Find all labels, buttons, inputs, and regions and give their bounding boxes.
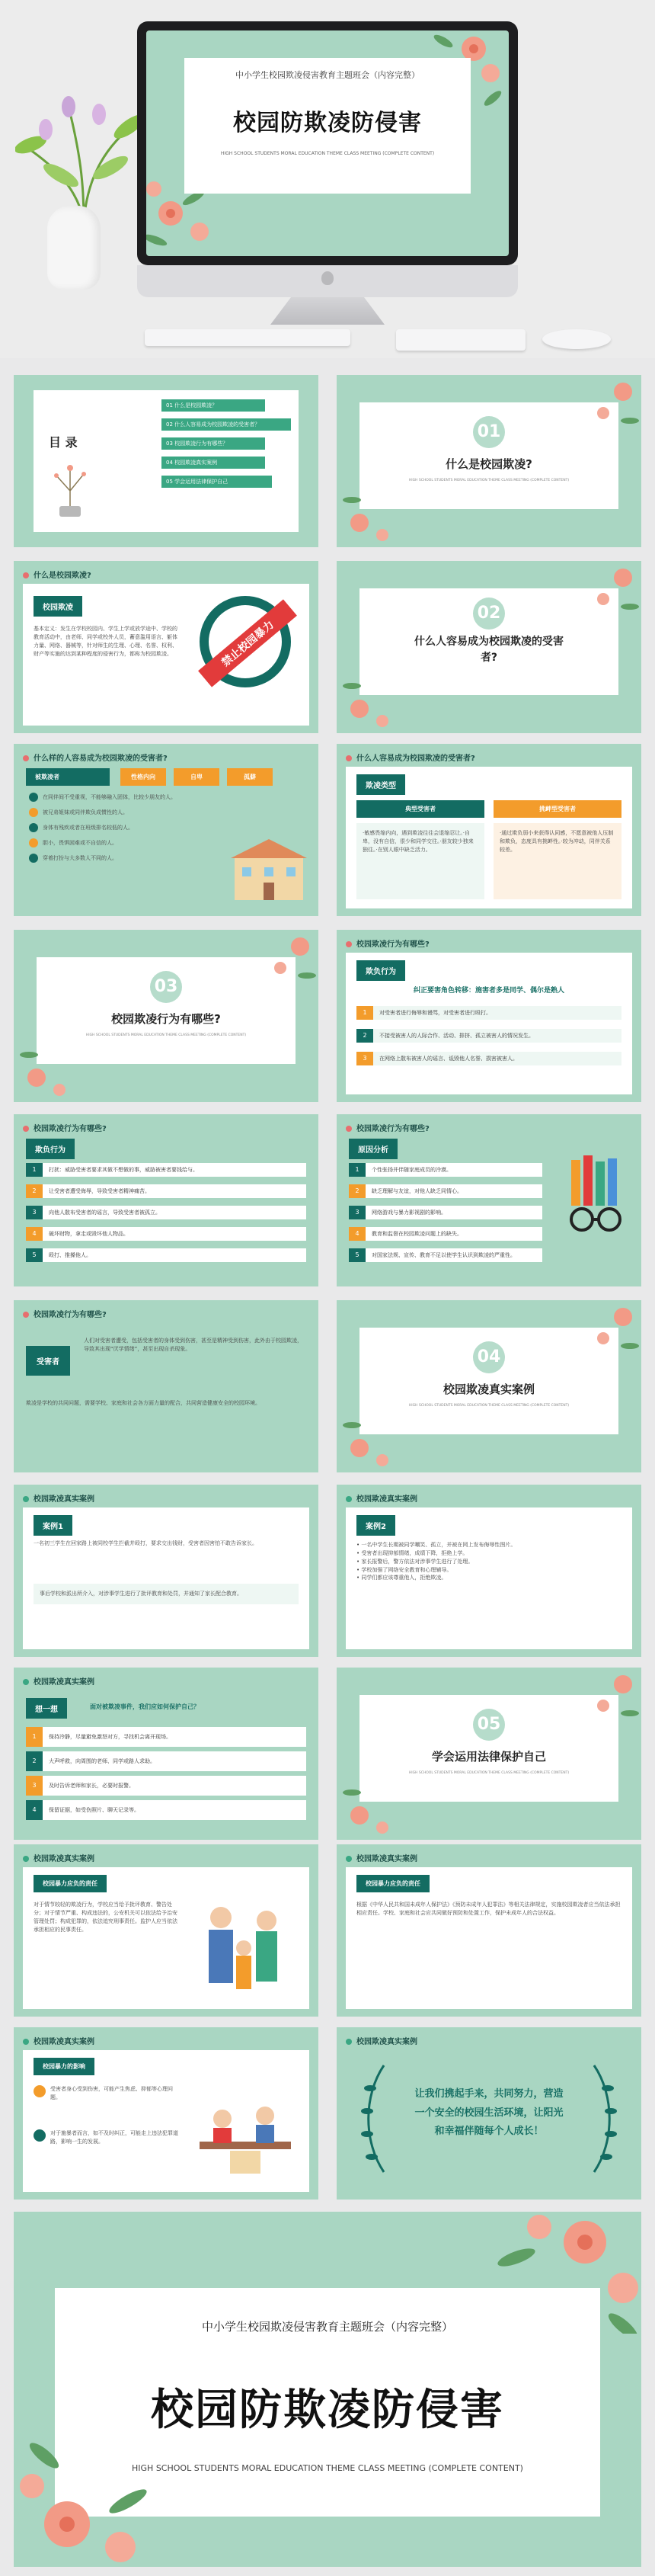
case-list xyxy=(356,1541,621,1582)
tag-label: 校园暴力的影响 xyxy=(34,2058,94,2075)
slide-toc xyxy=(14,375,318,547)
slide-case-2 xyxy=(337,1485,641,1657)
list-item: 身体有残疾或者在班级排名较低的人。 xyxy=(43,825,133,831)
laurel-left-icon xyxy=(359,2058,390,2180)
slide-impact xyxy=(14,2027,318,2200)
toc-list xyxy=(161,399,291,488)
section-title: 什么人容易成为校园欺凌的受害者? xyxy=(414,636,564,664)
toc-item[interactable]: 03 校园欺凌行为有哪些？ xyxy=(161,437,265,450)
slide-section-1 xyxy=(337,375,641,547)
section-en: HIGH SCHOOL STUDENTS MORAL EDUCATION THEME CLASS MEETING (COMPLETE CONTENT) xyxy=(408,1404,570,1408)
slide-victim-text xyxy=(14,1300,318,1472)
slide-header: 校园欺凌行为有哪些? xyxy=(346,937,430,949)
section-card xyxy=(359,1695,618,1802)
column-text: ·敏感畏缩内向，遇到欺凌往往会退缩忍让。·自卑，没有自信，很少和同学交往。·朋友较少独来独往。·在别人眼中缺乏活力。 xyxy=(356,823,484,899)
flower-decoration xyxy=(14,2440,196,2567)
content-card xyxy=(23,2050,309,2192)
list-row xyxy=(26,1776,306,1796)
row-number: 1 xyxy=(356,1006,373,1020)
toc-item[interactable]: 05 学会运用法律保护自己 xyxy=(161,476,272,488)
subtitle: 纠正要害角色转移：施害者多是同学、偶尔是熟人 xyxy=(413,987,564,995)
flower-decoration xyxy=(337,675,398,733)
slide-victims-2 xyxy=(337,744,641,916)
slide-case-1 xyxy=(14,1485,318,1657)
row-text: 网络游戏与暴力影视剧的影响。 xyxy=(372,1210,446,1216)
tag-label: 校园暴力应负的责任 xyxy=(34,1875,107,1892)
row-text: 教育和监督在校园欺凌问题上的缺失。 xyxy=(372,1231,462,1237)
toc-title: 目 录 xyxy=(49,435,78,450)
row-text: 对国家法规、宣传、教育不足以使学生认识到欺凌的严重性。 xyxy=(372,1252,516,1258)
section-en: HIGH SCHOOL STUDENTS MORAL EDUCATION THEME CLASS MEETING (COMPLETE CONTENT) xyxy=(408,479,570,482)
slide-self-protect xyxy=(14,1668,318,1840)
keyboard xyxy=(145,329,350,346)
section-card xyxy=(359,1328,618,1434)
row-text: 保留证据，如受伤照片、聊天记录等。 xyxy=(49,1807,139,1813)
list-row xyxy=(26,1227,306,1241)
row-text: 让受害者遭受侮辱，导致受害者精神痛苦。 xyxy=(49,1188,150,1194)
vase xyxy=(47,206,101,290)
section-title: 校园欺凌行为有哪些? xyxy=(111,1012,221,1026)
section-en: HIGH SCHOOL STUDENTS MORAL EDUCATION THEME CLASS MEETING (COMPLETE CONTENT) xyxy=(408,1771,570,1775)
tag-label: 被欺凌者 xyxy=(26,768,110,786)
slogan-line: 让我们携起手来，共同努力，营造 xyxy=(414,2088,564,2100)
slide-section-3 xyxy=(14,930,318,1102)
flower-decoration xyxy=(337,489,398,547)
row-number: 5 xyxy=(349,1248,366,1262)
row-text: 个性张扬并伴随家庭成员的冷漠。 xyxy=(372,1167,452,1173)
laurel-right-icon xyxy=(588,2058,618,2180)
section-en: HIGH SCHOOL STUDENTS MORAL EDUCATION THEME CLASS MEETING (COMPLETE CONTENT) xyxy=(85,1033,247,1037)
slide-final xyxy=(14,2212,641,2567)
final-subtitle: 中小学生校园欺凌侵害教育主题班会（内容完整） xyxy=(201,2320,453,2334)
final-title: 校园防欺凌防侵害 xyxy=(151,2385,504,2435)
stamp-label: 禁止校园暴力 xyxy=(198,599,297,687)
slide-slogan xyxy=(337,2027,641,2200)
list-row xyxy=(26,1184,306,1198)
row-number: 2 xyxy=(349,1184,366,1198)
section-number: 02 xyxy=(473,598,505,630)
row-number: 4 xyxy=(26,1800,43,1820)
list-row xyxy=(349,1227,542,1241)
slide-header: 校园欺凌真实案例 xyxy=(23,1492,94,1504)
list-item: • 学校加强了网络安全教育和心理辅导。 xyxy=(356,1566,452,1573)
row-text: 及时告诉老师和家长，必要时报警。 xyxy=(49,1783,134,1789)
monitor-stand xyxy=(270,297,385,325)
final-en: HIGH SCHOOL STUDENTS MORAL EDUCATION THEME CLASS MEETING (COMPLETE CONTENT) xyxy=(132,2463,523,2473)
tag-label: 欺负行为 xyxy=(26,1139,75,1159)
flower-decoration xyxy=(588,1668,641,1729)
list-row xyxy=(356,1029,621,1043)
list-row xyxy=(349,1163,542,1177)
row-number: 3 xyxy=(349,1206,366,1219)
list-item: 胆小，畏惧困难或不自信的人。 xyxy=(43,840,117,846)
hero-mockup xyxy=(0,0,655,358)
toc-item[interactable]: 01 什么是校园欺凌？ xyxy=(161,399,265,412)
slide-header: 什么人容易成为校园欺凌的受害者? xyxy=(346,751,475,763)
flower-decoration xyxy=(471,2212,641,2334)
list-item: • 家长报警后，警方依法对涉事学生进行了处理。 xyxy=(356,1558,474,1565)
slide-header: 什么样的人容易成为校园欺凌的受害者? xyxy=(23,751,168,763)
paragraph: 对于情节较轻的欺凌行为，学校应当给予批评教育、警告处分；对于情节严重、构成违法的，公安机关可以依法给予治安管理处罚；构成犯罪的，依法追究刑事责任。监护人应当依法承担相应的民事责任。 xyxy=(34,1902,177,1933)
content-card xyxy=(23,584,309,726)
slide-duty-1 xyxy=(14,1844,318,2017)
row-text: 打扰：威胁受害者要求其做不想做的事，威胁被害者要钱给与。 xyxy=(49,1167,198,1173)
flower-decoration xyxy=(337,1782,398,1840)
tab[interactable]: 性格内向 xyxy=(120,768,166,786)
slide-section-2 xyxy=(337,561,641,733)
section-title: 学会运用法律保护自己 xyxy=(431,1750,546,1764)
flower-decoration xyxy=(337,1415,398,1472)
flower-decoration xyxy=(265,930,318,991)
list-item: 被兄弟姐妹或同伴欺负成惯性的人。 xyxy=(43,809,128,815)
row-text: 不接受被害人的人际合作、活动、排挤、孤立被害人的情况发生。 xyxy=(379,1033,534,1039)
list-item: • 同学们都应该尊重他人，拒绝欺凌。 xyxy=(356,1575,447,1581)
hero-title: 校园防欺凌防侵害 xyxy=(233,110,422,136)
slide-header: 校园欺凌行为有哪些? xyxy=(23,1122,107,1133)
slide-header: 校园欺凌真实案例 xyxy=(346,2035,417,2046)
list-row xyxy=(26,1800,306,1820)
list-row xyxy=(26,1206,306,1219)
list-item: • 受害者出现抑郁情绪，成绩下降，拒绝上学。 xyxy=(356,1549,468,1556)
tag-label: 欺凌类型 xyxy=(356,774,405,795)
slide-section-4 xyxy=(337,1300,641,1472)
column-text: ·通过欺负弱小来获得认同感，不愿意被他人压制和欺负，态度具有挑衅性。·较为冲动，同伴关系较差。 xyxy=(494,823,621,899)
list-item: 对于施暴者而言，如不及时纠正，可能走上违法犯罪道路，影响一生的发展。 xyxy=(34,2129,178,2146)
slide-header: 校园欺凌行为有哪些? xyxy=(346,1122,430,1133)
tag-label: 受害者 xyxy=(26,1346,70,1376)
content-card xyxy=(346,1867,632,2009)
row-text: 破坏财物，拿走或毁坏他人物品。 xyxy=(49,1231,129,1237)
slide-header: 校园欺凌真实案例 xyxy=(346,1852,417,1863)
row-text: 殴打、推搡他人。 xyxy=(49,1252,91,1258)
list-row xyxy=(26,1163,306,1177)
toc-item[interactable]: 02 什么人容易成为校园欺凌的受害者？ xyxy=(161,418,291,431)
list-row xyxy=(26,1727,306,1747)
slogan-line: 一个安全的校园生活环境，让阳光 xyxy=(414,2107,564,2119)
list-item: 在同伴间不受重视，不能够融入团体，比较少朋友的人。 xyxy=(43,794,176,800)
tab[interactable]: 孤僻 xyxy=(227,768,273,786)
tag-label: 校园欺凌 xyxy=(34,596,82,617)
paragraph: 欺凌是学校的共同问题，需要学校、家庭和社会各方面力量的配合，共同营造健康安全的校园环境。 xyxy=(26,1400,260,1406)
question: 面对被欺凌事件，我们应如何保护自己？ xyxy=(90,1703,200,1710)
slogan-text xyxy=(398,2085,580,2142)
row-number: 4 xyxy=(26,1227,43,1241)
slide-behaviors-1 xyxy=(337,930,641,1102)
column-header: 挑衅型受害者 xyxy=(494,800,621,818)
row-number: 2 xyxy=(26,1751,43,1771)
flower-decoration xyxy=(588,561,641,622)
row-text: 对受害者进行侮辱和谩骂，对受害者进行殴打。 xyxy=(379,1010,491,1016)
title-card xyxy=(184,58,471,194)
row-number: 2 xyxy=(26,1184,43,1198)
list-row xyxy=(356,1006,621,1020)
flower-decoration xyxy=(588,375,641,436)
paragraph: 事后学校和派出所介入，对涉事学生进行了批评教育和处罚，并通知了家长配合教育。 xyxy=(34,1584,299,1604)
section-number: 05 xyxy=(473,1709,505,1741)
victim-list xyxy=(29,793,219,863)
flower-decoration xyxy=(588,1300,641,1361)
list-row xyxy=(26,1751,306,1771)
row-text: 向他人散布受害者的谣言，导致受害者被孤立。 xyxy=(49,1210,161,1216)
row-number: 3 xyxy=(26,1776,43,1796)
list-item: 受害者身心受到伤害，可能产生焦虑、抑郁等心理问题。 xyxy=(34,2085,178,2102)
slide-header: 校园欺凌真实案例 xyxy=(23,1852,94,1863)
slide-header: 校园欺凌行为有哪些? xyxy=(23,1308,107,1319)
tag-label: 案例1 xyxy=(34,1515,72,1536)
row-text: 在网络上散布被害人的谣言、诋毁他人名誉、损害被害人。 xyxy=(379,1056,518,1062)
row-number: 1 xyxy=(26,1163,43,1177)
toc-card xyxy=(34,390,299,532)
hero-en: HIGH SCHOOL STUDENTS MORAL EDUCATION THEME CLASS MEETING (COMPLETE CONTENT) xyxy=(220,151,435,156)
section-card xyxy=(37,957,296,1064)
slide-header: 校园欺凌真实案例 xyxy=(23,2035,94,2046)
content-card xyxy=(346,953,632,1094)
paragraph: 一名初三学生在回家路上被同校学生拦截并殴打，要求交出钱财，受害者因害怕不敢告诉家长。 xyxy=(34,1540,257,1546)
tag-label: 欺负行为 xyxy=(356,960,405,981)
slide-behaviors-2 xyxy=(14,1114,318,1286)
tag-label: 校园暴力应负的责任 xyxy=(356,1875,430,1892)
list-item: • 一名中学生长期被同学嘲笑、孤立，并被在网上发布侮辱性图片。 xyxy=(356,1542,516,1548)
section-title: 什么是校园欺凌? xyxy=(446,457,532,471)
tag-label: 原因分析 xyxy=(349,1139,398,1159)
slide-header: 校园欺凌真实案例 xyxy=(346,1492,417,1504)
tab[interactable]: 自卑 xyxy=(174,768,219,786)
column-header: 典型受害者 xyxy=(356,800,484,818)
slide-header: 什么是校园欺凌? xyxy=(23,569,91,580)
definition-text: 基本定义：发生在学校校园内、学生上学或放学途中、学校的教育活动中，由老师、同学或校外人员，蓄意滥用语言、躯体力量、网络、器械等，针对师生的生理、心理、名誉、权利、财产等实施的达到某种程度的侵害行为，都称为校园欺凌。 xyxy=(34,626,177,657)
tag-label: 想一想 xyxy=(26,1698,67,1719)
slide-victims-1 xyxy=(14,744,318,916)
list-row xyxy=(349,1184,542,1198)
row-number: 2 xyxy=(356,1029,373,1043)
list-item: 穿着打扮与大多数人不同的人。 xyxy=(43,855,117,861)
flower-decoration xyxy=(14,1044,75,1102)
content-card xyxy=(346,1507,632,1649)
content-card xyxy=(23,1867,309,2009)
school-building-icon xyxy=(227,835,311,904)
list-row xyxy=(356,1052,621,1065)
row-number: 3 xyxy=(356,1052,373,1065)
row-number: 1 xyxy=(349,1163,366,1177)
row-number: 1 xyxy=(26,1727,43,1747)
tag-label: 案例2 xyxy=(356,1515,395,1536)
pencils-glasses-icon xyxy=(558,1152,634,1236)
section-number: 03 xyxy=(150,971,182,1003)
paragraph: 人们对受害者遭受，包括受害者的身体受到伤害，甚至是精神受到伤害，此外由于校园欺凌，导致其出现“厌学情绪”，甚至出现自杀现象。 xyxy=(84,1338,302,1352)
section-title: 校园欺凌真实案例 xyxy=(443,1383,535,1396)
slide-duty-2 xyxy=(337,1844,641,2017)
potted-plant-icon xyxy=(47,460,93,521)
slide-header: 校园欺凌真实案例 xyxy=(23,1675,94,1687)
mouse xyxy=(542,329,611,349)
row-text: 缺乏理解与友谊，对他人缺乏同情心。 xyxy=(372,1188,462,1194)
slide-section-5 xyxy=(337,1668,641,1840)
hero-subtitle: 中小学生校园欺凌侵害教育主题班会（内容完整） xyxy=(235,70,420,80)
row-number: 3 xyxy=(26,1206,43,1219)
section-card xyxy=(359,588,618,695)
slide-what-is xyxy=(14,561,318,733)
slide-reasons xyxy=(337,1114,641,1286)
slogan-line: 和幸福伴随每个人成长！ xyxy=(434,2126,544,2138)
content-card xyxy=(23,1507,309,1649)
paragraph: 根据《中华人民共和国未成年人保护法》《预防未成年人犯罪法》等相关法律规定，实施校园欺凌者应当依法承担相应责任。学校、家庭和社会应共同做好预防和处置工作，保护未成年人的合法权益。 xyxy=(356,1902,621,1916)
trackpad xyxy=(396,329,526,351)
row-number: 4 xyxy=(349,1227,366,1241)
row-number: 5 xyxy=(26,1248,43,1262)
monitor xyxy=(137,21,518,265)
section-number: 04 xyxy=(473,1341,505,1373)
apple-logo-icon xyxy=(321,271,334,285)
content-card xyxy=(346,767,632,908)
family-illustration-icon xyxy=(190,1895,297,2001)
section-number: 01 xyxy=(473,416,505,448)
row-text: 大声呼救，向周围的老师、同学或路人求助。 xyxy=(49,1758,155,1764)
list-row xyxy=(349,1248,542,1262)
row-text: 保持冷静，尽量避免激怒对方，寻找机会离开现场。 xyxy=(49,1734,171,1740)
toc-item[interactable]: 04 校园欺凌真实案例 xyxy=(161,457,265,469)
classroom-illustration-icon xyxy=(192,2081,299,2180)
section-card xyxy=(359,402,618,509)
list-row xyxy=(349,1206,542,1219)
monitor-screen xyxy=(146,30,509,256)
list-row xyxy=(26,1248,306,1262)
